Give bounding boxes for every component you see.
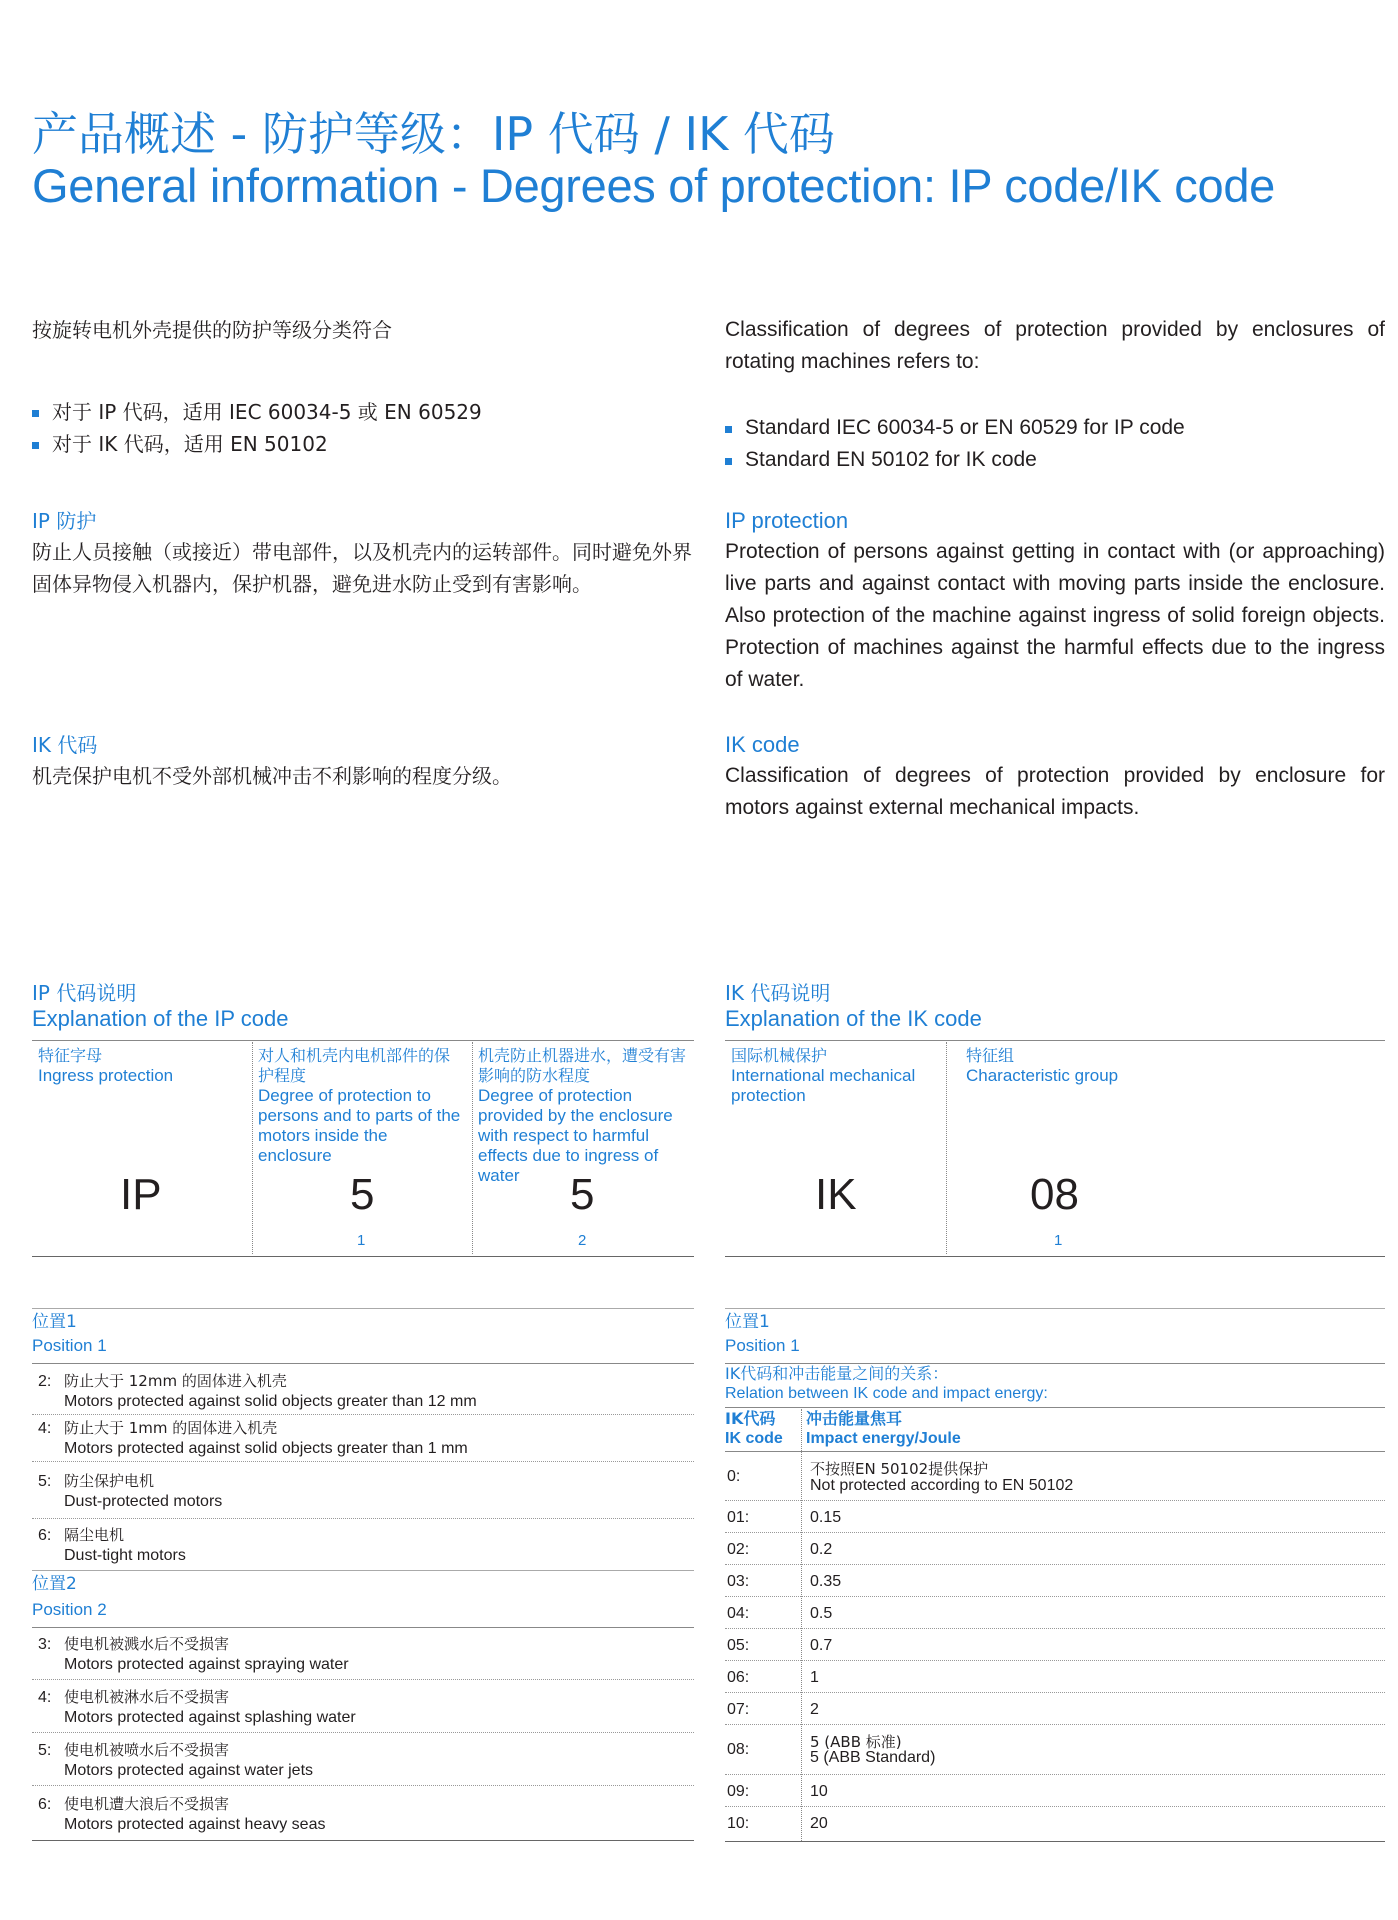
ik-col-divider-1 <box>946 1042 947 1254</box>
ik-col-energy-cn: 冲击能量焦耳 <box>806 1409 903 1428</box>
pos2-heading-en: Position 2 <box>32 1600 107 1619</box>
pos2-item-5 <box>32 1741 694 1781</box>
ip-protection-en <box>725 506 1385 696</box>
ik-row-07 <box>725 1699 1385 1723</box>
ik-code-text-cn: 机壳保护电机不受外部机械冲击不利影响的程度分级。 <box>32 764 512 788</box>
divider <box>32 1679 694 1680</box>
ik-row-0 <box>725 1456 1385 1498</box>
intro-en-column <box>725 314 1385 476</box>
ik-row-value: 0.15 <box>810 1509 842 1526</box>
ik-pos-top-rule <box>725 1308 1385 1309</box>
ip-protection-text-cn: 防止人员接触（或接近）带电部件，以及机壳内的运转部件。同时避免外界固体异物侵入机器内，保护机器，避免进水防止受到有害影响。 <box>32 540 692 596</box>
ip-explain-bottom-rule <box>32 1256 694 1257</box>
ik-col-code-cn: IK代码 <box>725 1409 776 1428</box>
pos1-item-en: Dust-tight motors <box>64 1547 186 1564</box>
ik-row-code: 0: <box>727 1468 741 1485</box>
ik-row-06 <box>725 1667 1385 1691</box>
ik-row-01 <box>725 1507 1385 1531</box>
divider <box>725 1532 1385 1533</box>
ik-row-value: 0.5 <box>810 1605 833 1622</box>
ip-index-2: 2 <box>578 1232 587 1249</box>
divider <box>725 1660 1385 1661</box>
intro-en-text: Classification of degrees of protection provided by enclosures of rotating machines refers to: <box>725 318 1385 373</box>
ip-col1-cn: 特征字母 <box>38 1046 103 1065</box>
divider <box>32 1461 694 1462</box>
pos1-item-2 <box>32 1372 694 1412</box>
pos2-header-rule <box>32 1627 694 1628</box>
ip-letters: IP <box>120 1170 162 1219</box>
ik-row-04 <box>725 1603 1385 1627</box>
ik-row-code: 01: <box>727 1509 750 1526</box>
pos2-top-rule <box>32 1570 694 1571</box>
ik-row-code: 03: <box>727 1573 750 1590</box>
pos2-item-cn: 使电机被淋水后不受损害 <box>64 1688 230 1706</box>
ik-row-value: 20 <box>810 1815 828 1832</box>
pos1-top-rule <box>32 1308 694 1309</box>
pos2-item-key: 6: <box>38 1796 52 1813</box>
ip-digit-1: 5 <box>350 1170 375 1219</box>
pos2-item-key: 5: <box>38 1742 52 1759</box>
pos1-item-cn: 防止大于 1mm 的固体进入机壳 <box>64 1419 278 1437</box>
ip-col1-en: Ingress protection <box>38 1066 174 1085</box>
ik-row-value: 0.7 <box>810 1637 833 1654</box>
ip-col2-header <box>258 1046 464 1166</box>
ip-index-1: 1 <box>357 1232 366 1249</box>
pos2-item-en: Motors protected against spraying water <box>64 1656 349 1673</box>
ik-pos-heading-en: Position 1 <box>725 1336 800 1355</box>
ik-relation-rule <box>725 1407 1385 1408</box>
pos2-item-en: Motors protected against splashing water <box>64 1709 356 1726</box>
ik-row-value-en: 5 (ABB Standard) <box>810 1749 936 1766</box>
pos2-heading-cn: 位置2 <box>32 1574 77 1594</box>
ik-index-1: 1 <box>1054 1232 1063 1249</box>
pos1-item-cn: 防止大于 12mm 的固体进入机壳 <box>64 1372 287 1390</box>
ik-code-heading-en: IK code <box>725 732 800 757</box>
pos1-item-en: Motors protected against solid objects greater than 12 mm <box>64 1393 477 1410</box>
ik-row-value: 1 <box>810 1669 819 1686</box>
ip-protection-cn <box>32 506 692 600</box>
ip-protection-heading-en: IP protection <box>725 508 849 533</box>
ik-col-code-en: IK code <box>725 1430 783 1447</box>
ik-row-value: 0.2 <box>810 1541 833 1558</box>
ik-col1-cn: 国际机械保护 <box>731 1046 828 1065</box>
pos2-bottom-rule <box>32 1840 694 1841</box>
ip-col3-en: Degree of protection provided by the enclosure with respect to harmful effects due to ingress of water <box>478 1086 673 1185</box>
bullet-ik-cn: 对于 IK 代码，适用 EN 50102 <box>32 428 692 460</box>
ip-col2-cn: 对人和机壳内电机部件的保护程度 <box>258 1046 451 1085</box>
ik-digits: 08 <box>1030 1170 1079 1219</box>
ik-col1-header <box>731 1046 931 1106</box>
ik-code-en <box>725 730 1385 824</box>
ik-row-code: 10: <box>727 1815 750 1832</box>
ik-row-code: 04: <box>727 1605 750 1622</box>
ik-col2-header <box>966 1046 1206 1086</box>
ik-row-code: 02: <box>727 1541 750 1558</box>
pos1-item-key: 5: <box>38 1473 52 1490</box>
ik-explain-title-cn: IK 代码说明 <box>725 981 831 1005</box>
ik-code-cn <box>32 730 692 792</box>
ip-digit-2: 5 <box>570 1170 595 1219</box>
bullet-ik-en: Standard EN 50102 for IK code <box>725 444 1385 476</box>
divider <box>725 1596 1385 1597</box>
pos1-item-key: 6: <box>38 1527 52 1544</box>
ik-row-value-en: Not protected according to EN 50102 <box>810 1477 1074 1494</box>
pos1-header-rule <box>32 1363 694 1364</box>
pos2-item-cn: 使电机被喷水后不受损害 <box>64 1741 230 1759</box>
ip-col-divider-1 <box>252 1042 253 1254</box>
ik-row-code: 07: <box>727 1701 750 1718</box>
ik-explain-top-rule <box>725 1040 1385 1041</box>
ik-row-08 <box>725 1729 1385 1771</box>
pos2-item-6 <box>32 1795 694 1835</box>
divider <box>32 1785 694 1786</box>
divider <box>725 1692 1385 1693</box>
ip-explain-title-cn: IP 代码说明 <box>32 981 137 1005</box>
pos2-item-en: Motors protected against water jets <box>64 1762 314 1779</box>
ik-row-05 <box>725 1635 1385 1659</box>
ik-col1-en: International mechanical protection <box>731 1066 916 1105</box>
pos2-item-cn: 使电机被溅水后不受损害 <box>64 1635 230 1653</box>
ip-col3-header <box>478 1046 692 1186</box>
ik-row-value-cn: 5 (ABB 标准) <box>810 1733 902 1751</box>
ip-col2-en: Degree of protection to persons and to parts of the motors inside the enclosure <box>258 1086 461 1165</box>
divider <box>725 1628 1385 1629</box>
ip-col3-cn: 机壳防止机器进水，遭受有害影响的防水程度 <box>478 1046 687 1085</box>
bullet-ip-en: Standard IEC 60034-5 or EN 60529 for IP code <box>725 412 1385 444</box>
divider <box>725 1564 1385 1565</box>
intro-cn-text: 按旋转电机外壳提供的防护等级分类符合 <box>32 318 392 342</box>
pos2-item-en: Motors protected against heavy seas <box>64 1816 326 1833</box>
pos2-item-key: 3: <box>38 1636 52 1653</box>
divider <box>725 1724 1385 1725</box>
ik-explain-title-en: Explanation of the IK code <box>725 1006 982 1031</box>
ik-code-text-en: Classification of degrees of protection provided by enclosure for motors against external mechanical impacts. <box>725 764 1385 819</box>
ik-row-value: 10 <box>810 1783 828 1800</box>
ik-explain-bottom-rule <box>725 1256 1385 1257</box>
pos2-item-key: 4: <box>38 1689 52 1706</box>
divider <box>32 1732 694 1733</box>
pos1-item-key: 4: <box>38 1420 52 1437</box>
pos1-item-en: Motors protected against solid objects greater than 1 mm <box>64 1440 468 1457</box>
pos1-item-6 <box>32 1526 694 1566</box>
page-title-cn: 产品概述 - 防护等级：IP 代码 / IK 代码 <box>32 107 835 161</box>
ip-explain-top-rule <box>32 1040 694 1041</box>
pos1-heading-cn: 位置1 <box>32 1312 77 1332</box>
ik-row-03 <box>725 1571 1385 1595</box>
bullet-ip-cn: 对于 IP 代码，适用 IEC 60034-5 或 EN 60529 <box>32 396 692 428</box>
ik-row-10 <box>725 1813 1385 1837</box>
ik-letters: IK <box>815 1170 857 1219</box>
ip-protection-text-en: Protection of persons against getting in contact with (or approaching) live parts and against contact with moving parts inside the enclosure. Also protection of the machine against ingress of solid foreign objects. Protection of machines against the harmful effects due to the ingress of water. <box>725 540 1385 691</box>
intro-cn-bullets <box>32 396 692 460</box>
ik-col2-cn: 特征组 <box>966 1046 1015 1065</box>
intro-en-bullets <box>725 412 1385 476</box>
ik-row-02 <box>725 1539 1385 1563</box>
ik-row-value: 2 <box>810 1701 819 1718</box>
ik-row-value-cn: 不按照EN 50102提供保护 <box>810 1460 989 1478</box>
divider <box>725 1774 1385 1775</box>
pos1-item-cn: 隔尘电机 <box>64 1526 125 1544</box>
pos2-item-3 <box>32 1635 694 1675</box>
pos2-item-cn: 使电机遭大浪后不受损害 <box>64 1795 230 1813</box>
ik-row-code: 09: <box>727 1783 750 1800</box>
divider <box>32 1414 694 1415</box>
ik-row-value: 0.35 <box>810 1573 842 1590</box>
ik-relation-cn: IK代码和冲击能量之间的关系： <box>725 1364 949 1383</box>
pos1-item-en: Dust-protected motors <box>64 1493 223 1510</box>
ik-row-code: 05: <box>727 1637 750 1654</box>
pos1-item-cn: 防尘保护电机 <box>64 1472 155 1490</box>
ip-protection-heading-cn: IP 防护 <box>32 509 97 533</box>
ik-row-09 <box>725 1781 1385 1805</box>
divider <box>32 1518 694 1519</box>
pos1-item-4 <box>32 1419 694 1459</box>
ik-table-header-rule <box>725 1451 1385 1452</box>
ik-code-heading-cn: IK 代码 <box>32 733 98 757</box>
ip-col1-header <box>38 1046 238 1086</box>
ik-table-bottom-rule <box>725 1841 1385 1842</box>
pos1-item-5 <box>32 1472 694 1512</box>
pos2-item-4 <box>32 1688 694 1728</box>
ik-row-code: 08: <box>727 1741 750 1758</box>
pos1-item-key: 2: <box>38 1373 52 1390</box>
page-title-en: General information - Degrees of protection: IP code/IK code <box>32 159 1275 212</box>
ik-row-code: 06: <box>727 1669 750 1686</box>
ik-pos-heading-cn: 位置1 <box>725 1312 770 1332</box>
divider <box>725 1500 1385 1501</box>
ip-explain-title-en: Explanation of the IP code <box>32 1006 289 1031</box>
ip-col-divider-2 <box>472 1042 473 1254</box>
ik-col-energy-en: Impact energy/Joule <box>806 1430 961 1447</box>
ik-relation-en: Relation between IK code and impact energy: <box>725 1385 1048 1402</box>
ik-col2-en: Characteristic group <box>966 1066 1119 1085</box>
intro-cn-column <box>32 314 692 460</box>
divider <box>725 1806 1385 1807</box>
pos1-heading-en: Position 1 <box>32 1336 107 1355</box>
